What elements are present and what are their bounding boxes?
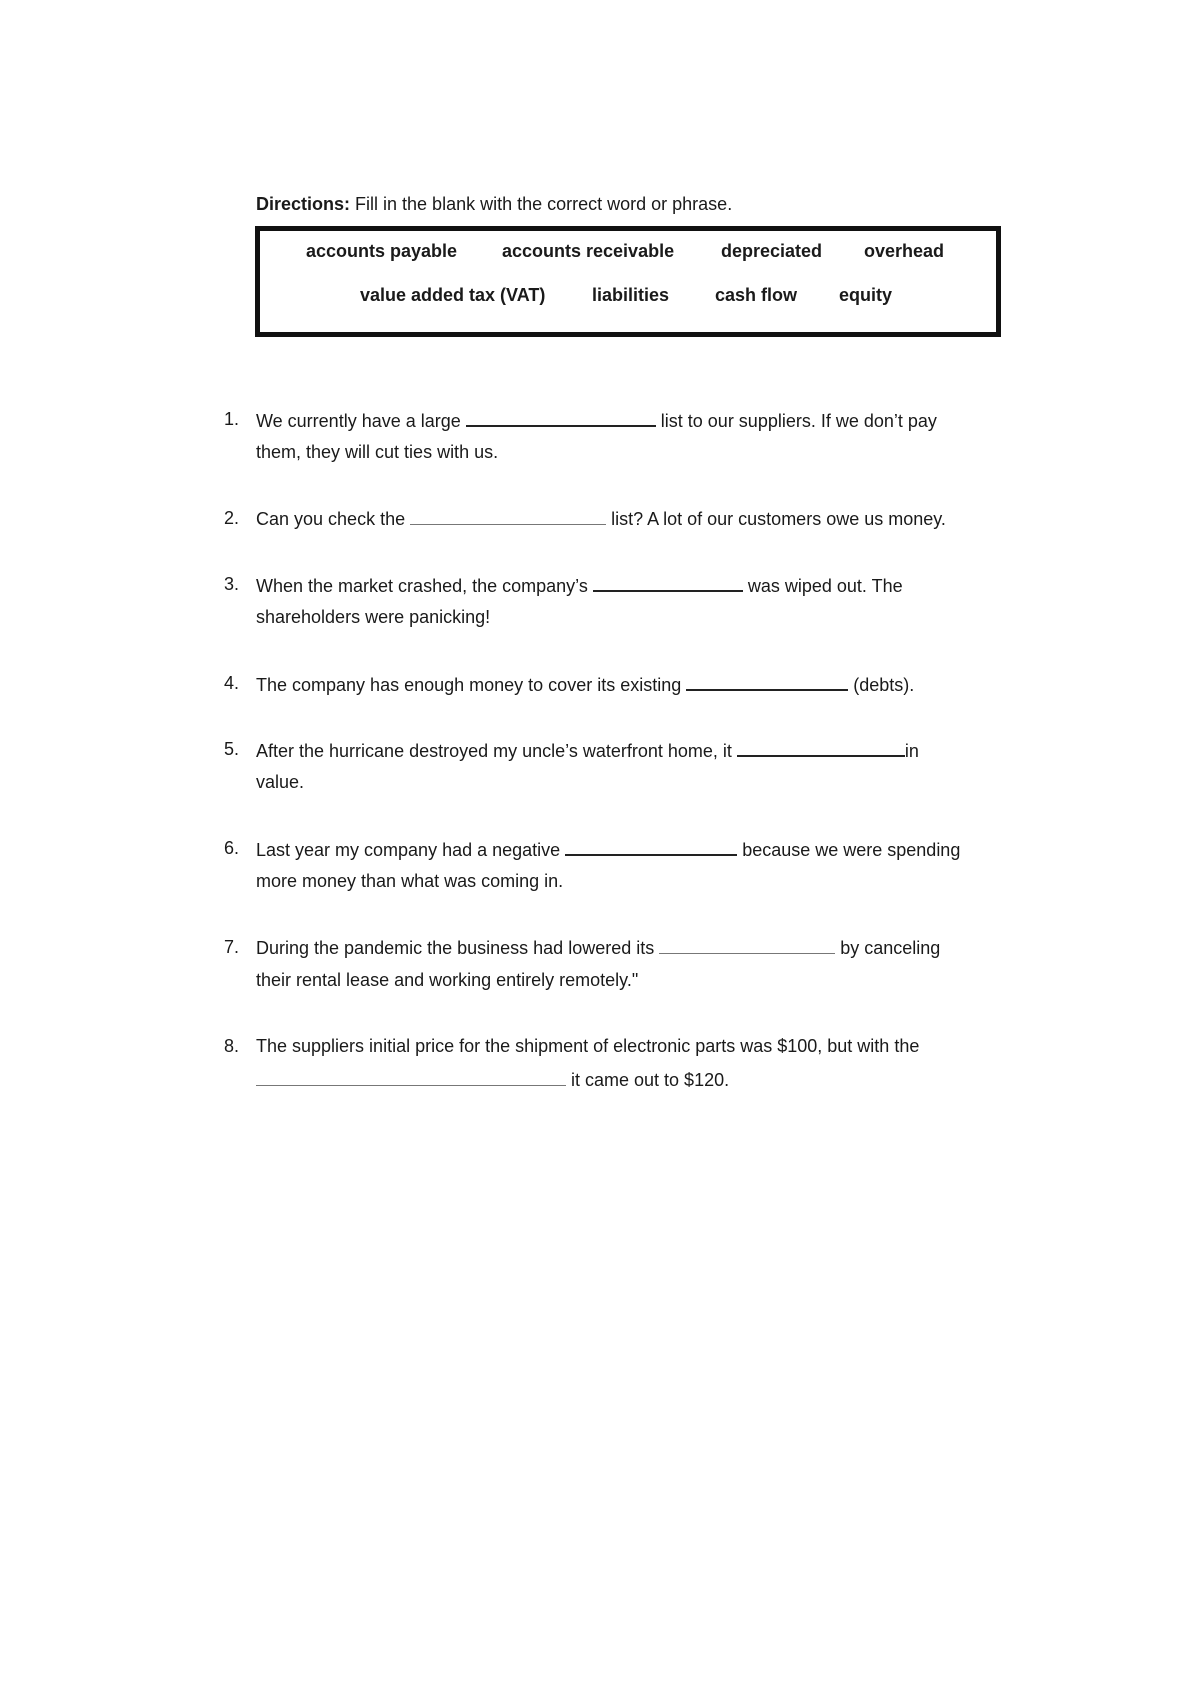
question-text: them, they will cut ties with us.	[256, 442, 499, 462]
question-number: 3.	[224, 574, 240, 594]
question-text: it came out to $120.	[566, 1070, 730, 1090]
question-line	[256, 935, 940, 960]
question-text: The suppliers initial price for the shipment of electronic parts was $100, but with the	[256, 1036, 920, 1056]
word-bank-item: overhead	[864, 241, 945, 261]
question-text: After the hurricane destroyed my uncle’s waterfront home, it	[256, 741, 737, 761]
word-bank-item: value added tax (VAT)	[360, 285, 546, 305]
answer-blank[interactable]	[593, 572, 743, 592]
word-bank-item: equity	[839, 285, 893, 305]
question-text: list to our suppliers. If we don’t pay	[655, 411, 937, 431]
question-text: Can you check the	[256, 509, 411, 529]
word-bank-item: accounts receivable	[502, 241, 675, 261]
question-text: When the market crashed, the company’s	[256, 576, 593, 596]
question-text: was wiped out. The	[742, 576, 903, 596]
answer-blank[interactable]	[659, 935, 835, 954]
question-line	[256, 506, 946, 531]
question-text: value.	[256, 772, 305, 792]
word-bank-item: cash flow	[715, 285, 798, 305]
question-text: list? A lot of our customers owe us money.	[606, 509, 946, 529]
question-number: 1.	[224, 409, 240, 429]
question-number: 5.	[224, 739, 240, 759]
question-text: The company has enough money to cover its existing	[256, 675, 687, 695]
answer-blank[interactable]	[565, 836, 737, 856]
question-text: shareholders were panicking!	[256, 607, 491, 627]
answer-blank[interactable]	[466, 407, 656, 427]
word-bank-item: depreciated	[721, 241, 823, 261]
question-number: 8.	[224, 1036, 240, 1056]
question-text: because we were spending	[737, 840, 961, 860]
answer-blank[interactable]	[256, 1067, 566, 1086]
question-number: 6.	[224, 838, 240, 858]
question-line	[256, 671, 914, 697]
directions-text: Fill in the blank with the correct word or phrase.	[350, 194, 733, 214]
question-text: by canceling	[835, 938, 941, 958]
directions-label: Directions:	[256, 194, 351, 214]
question-text: During the pandemic the business had lowered its	[256, 938, 660, 958]
question-line	[256, 572, 903, 598]
question-number: 2.	[224, 508, 240, 528]
question-text: in	[904, 741, 919, 761]
question-line	[256, 1067, 729, 1092]
word-bank-item: liabilities	[592, 285, 670, 305]
question-line	[256, 836, 960, 862]
answer-blank[interactable]	[410, 506, 606, 525]
question-text: We currently have a large	[256, 411, 466, 431]
question-text: more money than what was coming in.	[256, 871, 564, 891]
word-bank-item: accounts payable	[306, 241, 458, 261]
question-text: Last year my company had a negative	[256, 840, 566, 860]
question-line	[256, 407, 937, 433]
answer-blank[interactable]	[737, 737, 905, 757]
question-text: (debts).	[848, 675, 915, 695]
answer-blank[interactable]	[686, 671, 848, 691]
question-text: their rental lease and working entirely remotely."	[256, 970, 639, 990]
question-number: 7.	[224, 937, 240, 957]
question-line	[256, 737, 919, 763]
question-number: 4.	[224, 673, 240, 693]
